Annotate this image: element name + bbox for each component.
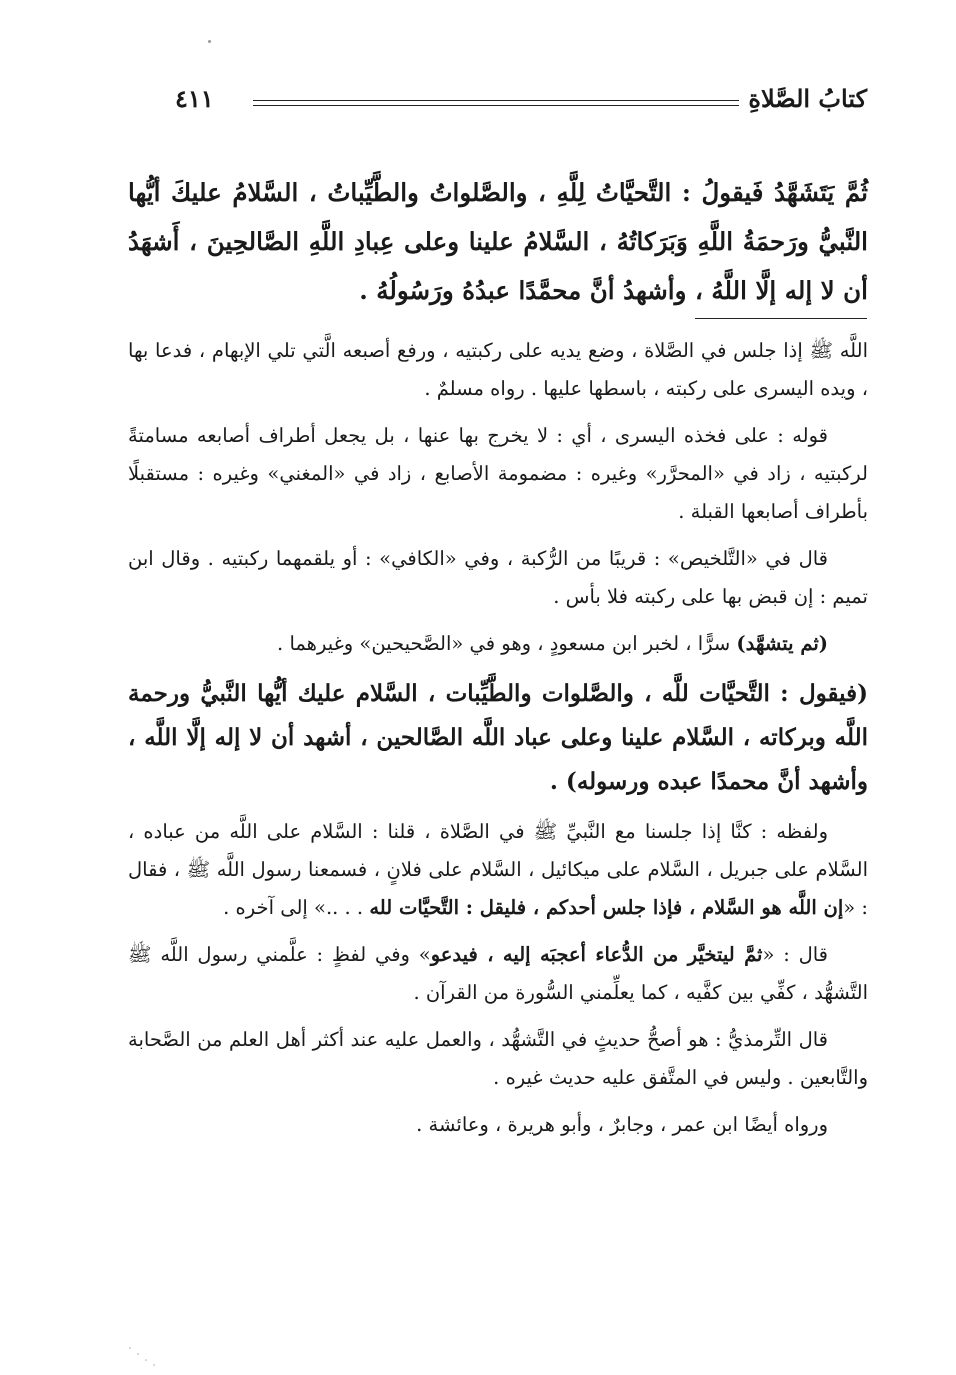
- chapter-title: كتابُ الصَّلاةِ: [748, 84, 867, 113]
- running-header: [175, 78, 867, 118]
- header-double-rule: [253, 100, 739, 106]
- commentary-paragraph-6: [128, 813, 868, 927]
- hadith-bold-text: ثمَّ ليتخيَّر من الدُّعاء أعجبَه إليه ، فيدعو: [430, 943, 763, 966]
- commentary-text: سرًّا ، لخبر ابن مسعودٍ ، وهو في «الصَّحيحين» وغيرهما .: [277, 632, 737, 655]
- commentary-sharh: [128, 332, 868, 1153]
- commentary-paragraph-7: [128, 936, 868, 1012]
- commentary-paragraph-1: اللَّه ﷺ إذا جلس في الصَّلاة ، وضع يديه على ركبتيه ، ورفع أصبعه الَّتي تلي الإبهام ، فدعا بها ، ويده اليسرى على ركبته ، باسطها عليها . رواه مسلمٌ .: [128, 339, 868, 400]
- commentary-text: » وفي لفظٍ : علَّمني رسول اللَّه ﷺ التَّشهُّد ، كفِّي بين كفَّيه ، كما يعلِّمني السُّورة من القرآن .: [128, 943, 868, 1004]
- commentary-paragraph-9: ورواه أيضًا ابن عمر ، وجابرٌ ، وأبو هريرة ، وعائشة .: [416, 1113, 828, 1136]
- commentary-paragraph-3: قال في «التَّلخيص» : قريبًا من الرُّكبة ، وفي «الكافي» : أو يلقمهما ركبتيه . وقال ابن تميم : إن قبض بها على ركبته فلا بأس .: [128, 547, 868, 608]
- commentary-text: ولفظه : كنَّا إذا جلسنا مع النَّبيِّ ﷺ في الصَّلاة ، قلنا : السَّلام على اللَّه من عباده ، السَّلام على جبريل ، السَّلام على ميكائيل ، السَّلام على فلانٍ ، فسمعنا رسول اللَّه ﷺ ، فقال : «: [128, 820, 868, 919]
- main-text-matn: ثُمَّ يَتَشَهَّدُ فَيقولُ : التَّحيَّاتُ لِلَّهِ ، والصَّلواتُ والطَّيِّباتُ ، السَّلامُ عليكَ أيُّها النَّبيُّ ورَحمَةُ اللَّهِ وَبَرَكاتُهُ ، السَّلامُ علينا وعلى عِبادِ اللَّهِ الصَّالحِينَ ، أَشهَدُ أن لا إله إلَّا اللَّهُ ، وأشهدُ أنَّ محمَّدًا عبدُهُ ورَسُولُهُ .: [128, 178, 868, 305]
- footnote-separator: [695, 318, 867, 319]
- quoted-matn-paragraph: (فيقول : التَّحيَّات للَّه ، والصَّلوات والطَّيِّبات ، السَّلام عليك أيُّها النَّبيُّ ورحمة اللَّه وبركاته ، السَّلام علينا وعلى عباد اللَّه الصَّالحين ، أشهد أن لا إله إلَّا اللَّه ، وأشهد أنَّ محمدًا عبده ورسوله) .: [128, 680, 868, 795]
- hadith-bold-text: إن اللَّه هو السَّلام ، فإذا جلس أحدكم ، فليقل : التَّحيَّات لله: [369, 896, 844, 919]
- commentary-paragraph-8: قال التِّرمذيُّ : هو أصحُّ حديثٍ في التَّشهُّد ، والعمل عليه عند أكثر أهل العلم من الصَّحابة والتَّابعين . وليس في المتَّفق عليه حديث غيره .: [128, 1028, 868, 1089]
- page-number: ٤١١: [175, 84, 214, 113]
- commentary-text: قال : «: [762, 943, 829, 966]
- quoted-matn-bold: (ثم يتشهَّد): [736, 632, 828, 655]
- scan-marks: [110, 1340, 170, 1370]
- commentary-paragraph-2: قوله : على فخذه اليسرى ، أي : لا يخرج بها عنها ، بل يجعل أطراف أصابعه مسامتةً لركبتيه ، زاد في «المحرَّر» وغيره : مضمومة الأصابع ، زاد في «المغني» وغيره : مستقبلًا بأطراف أصابعها القبلة .: [128, 424, 868, 523]
- speck-mark: [208, 40, 211, 43]
- commentary-text: . . ..» إلى آخره .: [223, 896, 370, 919]
- commentary-paragraph-4: [128, 625, 868, 663]
